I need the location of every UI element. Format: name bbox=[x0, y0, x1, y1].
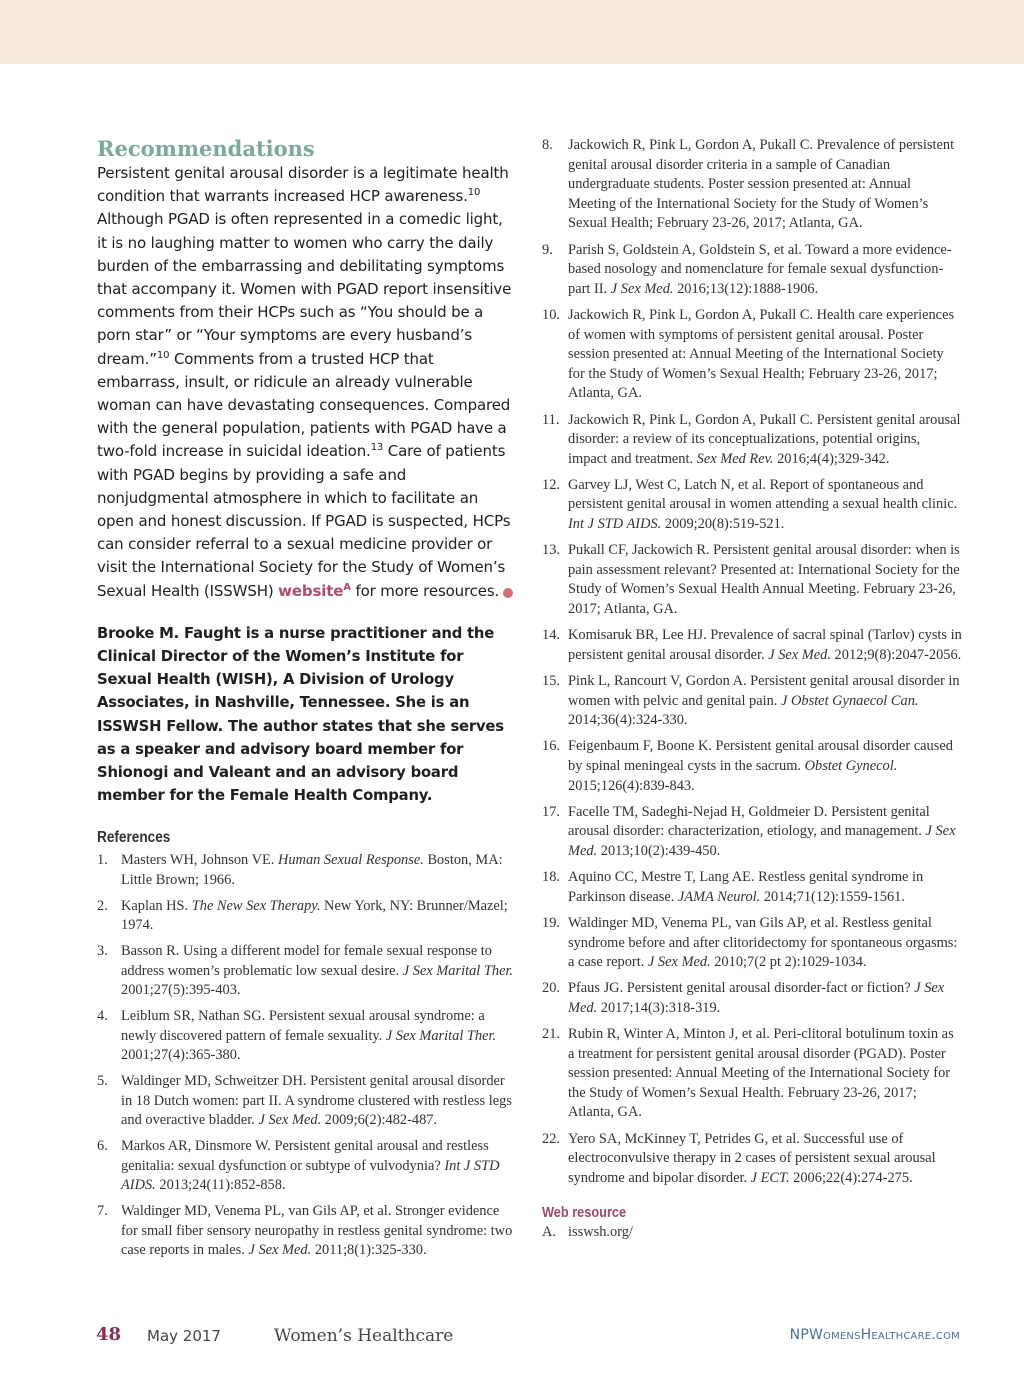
reference-text bbox=[568, 136, 962, 234]
reference-text bbox=[568, 476, 962, 535]
reference-list-left bbox=[97, 851, 515, 1260]
reference-text bbox=[568, 241, 962, 300]
reference-citation: Kaplan HS. bbox=[121, 897, 192, 914]
reference-volume: 2012;9(8):2047-2056. bbox=[830, 646, 962, 663]
reference-citation: Feigenbaum F, Boone K. Persistent genital arousal disorder caused by spinal meningeal cysts in the sacrum. bbox=[568, 738, 953, 774]
reference-item bbox=[542, 306, 962, 404]
section-title-recommendations: Recommendations bbox=[97, 136, 315, 161]
reference-text bbox=[121, 942, 515, 1001]
reference-number: 2. bbox=[97, 897, 108, 914]
reference-citation: Komisaruk BR, Lee HJ. Prevalence of sacral spinal (Tarlov) cysts in persistent genital arousal disorder. bbox=[568, 627, 962, 663]
reference-item bbox=[97, 1072, 515, 1131]
link-text[interactable]: website bbox=[278, 581, 344, 600]
reference-volume: 2006;22(4):274-275. bbox=[789, 1169, 913, 1186]
reference-journal: Int J STD AIDS. bbox=[121, 1157, 500, 1194]
reference-number: 6. bbox=[97, 1138, 108, 1155]
reference-citation: Aquino CC, Mestre T, Lang AE. Restless genital syndrome in Parkinson disease. bbox=[568, 869, 924, 905]
reference-journal: Human Sexual Response. bbox=[277, 852, 424, 869]
reference-volume: 2009;6(2):482-487. bbox=[321, 1112, 438, 1129]
reference-text bbox=[568, 737, 962, 796]
reference-volume: 2014;71(12):1559-1561. bbox=[760, 888, 905, 905]
reference-journal: Int J STD AIDS. bbox=[568, 516, 662, 533]
reference-citation: Parish S, Goldstein A, Goldstein S, et al. Toward a more evidence-based nosology and nomenclature for female sexual dysfunction-part II. bbox=[568, 241, 952, 297]
reference-text bbox=[568, 868, 962, 907]
reference-journal: J Sex Med. bbox=[258, 1112, 322, 1129]
reference-text bbox=[568, 979, 962, 1018]
reference-number: 3. bbox=[97, 943, 108, 960]
reference-journal: Sex Med Rev. bbox=[696, 450, 774, 467]
reference-text bbox=[568, 914, 962, 973]
reference-citation: Basson R. Using a different model for female sexual response to address women’s problematic low sexual desire. bbox=[121, 943, 493, 979]
top-color-band bbox=[0, 0, 1024, 64]
page-footer bbox=[0, 1322, 1024, 1352]
reference-number: 7. bbox=[97, 1203, 108, 1220]
reference-journal: JAMA Neurol. bbox=[677, 888, 761, 905]
citation-superscript: 13 bbox=[370, 442, 384, 454]
reference-citation: Garvey LJ, West C, Latch N, et al. Report of spontaneous and persistent genital arousal in women attending a sexual health clinic. bbox=[568, 476, 958, 513]
reference-item bbox=[97, 1007, 515, 1066]
reference-number: 19. bbox=[542, 914, 560, 931]
reference-item bbox=[97, 1137, 515, 1196]
reference-text bbox=[568, 1130, 962, 1189]
right-column bbox=[542, 136, 962, 1250]
reference-number: 22. bbox=[542, 1130, 560, 1147]
reference-citation: Leiblum SR, Nathan SG. Persistent sexual arousal syndrome: a newly discovered pattern of female sexuality. bbox=[121, 1008, 485, 1044]
reference-citation: Jackowich R, Pink L, Gordon A, Pukall C. Prevalence of persistent genital arousal disorder criteria in a sample of Canadian undergraduate students. Poster session presented at: Annual Meeting of the International Society for the Study of Women’s Sexual Health; February 23-26, 2017; Atlanta, GA. bbox=[568, 137, 955, 232]
reference-item bbox=[542, 241, 962, 300]
reference-item bbox=[542, 1025, 962, 1123]
reference-number: 14. bbox=[542, 627, 560, 644]
reference-number: 15. bbox=[542, 673, 560, 689]
paragraph-text: for more resources. bbox=[350, 581, 500, 600]
reference-text bbox=[568, 411, 962, 470]
page-number: 48 bbox=[96, 1324, 122, 1345]
reference-journal: J Obstet Gynaecol Can. bbox=[781, 692, 919, 709]
reference-number: 4. bbox=[97, 1008, 108, 1025]
reference-text bbox=[568, 306, 962, 404]
reference-text bbox=[568, 672, 962, 731]
reference-volume: 2016;13(12):1888-1906. bbox=[673, 280, 819, 297]
web-resource-superscript[interactable]: A bbox=[343, 581, 351, 593]
reference-citation: Facelle TM, Sadeghi-Nejad H, Goldmeier D. Persistent genital arousal disorder: characterization, etiology, and management. bbox=[568, 803, 930, 840]
paragraph-text: Although PGAD is often represented in a comedic light, it is no laughing matter to women who carry the daily burden of the embarrassing and debilitating symptoms that accompany it. Women with PGAD report insensitive comments from their HCPs such as “You should be a porn star” or “Your symptoms are every husband’s dream.” bbox=[97, 210, 512, 368]
left-column bbox=[97, 136, 515, 1267]
web-resource-heading: Web resource bbox=[542, 1204, 627, 1222]
reference-journal: J Sex Marital Ther. bbox=[402, 962, 514, 979]
reference-citation: Waldinger MD, Schweitzer DH. Persistent genital arousal disorder in 18 Dutch women: part II. A syndrome clustered with restless legs and overactive bladder. bbox=[121, 1073, 512, 1129]
reference-item bbox=[542, 136, 962, 234]
web-resource-item bbox=[542, 1223, 962, 1243]
recommendations-paragraph bbox=[97, 162, 515, 603]
reference-volume: 2017;14(3):318-319. bbox=[597, 999, 721, 1016]
reference-number: 18. bbox=[542, 869, 560, 886]
reference-citation: Pink L, Rancourt V, Gordon A. Persistent genital arousal disorder in women with pelvic and genital pain. bbox=[568, 673, 960, 709]
reference-journal: J ECT. bbox=[750, 1169, 790, 1186]
reference-citation: Markos AR, Dinsmore W. Persistent genital arousal and restless genitalia: sexual dysfunction or subtype of vulvodynia? bbox=[121, 1138, 489, 1174]
reference-journal: Obstet Gynecol. bbox=[804, 757, 898, 774]
reference-volume: 2014;36(4):324-330. bbox=[568, 712, 688, 729]
reference-citation: Yero SA, McKinney T, Petrides G, et al. Successful use of electroconvulsive therapy in 2 cases of persistent sexual arousal syndrome and bipolar disorder. bbox=[568, 1130, 936, 1186]
reference-volume: New York, NY: Brunner/Mazel; 1974. bbox=[121, 897, 508, 934]
reference-citation: Waldinger MD, Venema PL, van Gils AP, et al. Restless genital syndrome before and after clitoridectomy for spontaneous orgasms: a case report. bbox=[568, 914, 958, 971]
reference-volume: 2013;10(2):439-450. bbox=[597, 842, 721, 859]
reference-text bbox=[568, 803, 962, 862]
reference-citation: Jackowich R, Pink L, Gordon A, Pukall C. Health care experiences of women with symptoms of persistent genital arousal. Poster session presented at: Annual Meeting of the International Society for the Study of Women’s Sexual Health; February 23-26, 2017; Atlanta, GA. bbox=[568, 306, 955, 402]
reference-number: 12. bbox=[542, 476, 560, 493]
reference-journal: The New Sex Therapy. bbox=[191, 897, 321, 914]
magazine-name: Women’s Healthcare bbox=[274, 1326, 454, 1346]
web-resource-number: A. bbox=[542, 1224, 556, 1241]
reference-volume: 2016;4(4);329-342. bbox=[773, 450, 890, 467]
reference-list-right bbox=[542, 136, 962, 1188]
site-url[interactable]: NPWomensHealthcare.com bbox=[789, 1327, 960, 1343]
reference-citation: Pfaus JG. Persistent genital arousal disorder-fact or fiction? bbox=[568, 980, 915, 997]
reference-item bbox=[97, 1202, 515, 1261]
reference-number: 8. bbox=[542, 137, 553, 153]
reference-volume: 2010;7(2 pt 2):1029-1034. bbox=[710, 954, 867, 971]
reference-number: 1. bbox=[97, 852, 108, 869]
reference-journal: J Sex Med. bbox=[647, 954, 711, 971]
paragraph-text: Care of patients with PGAD begins by providing a safe and nonjudgmental atmosphere in which to facilitate an open and honest discussion. If PGAD is suspected, HCPs can consider referral to a sexual medicine provider or visit the International Society for the Study of Women’s Sexual Health (ISSWSH) bbox=[97, 442, 511, 600]
reference-number: 16. bbox=[542, 738, 560, 755]
reference-item bbox=[542, 868, 962, 907]
reference-volume: 2009;20(8):519-521. bbox=[661, 516, 785, 533]
reference-item bbox=[542, 672, 962, 731]
reference-item bbox=[542, 1130, 962, 1189]
reference-item bbox=[542, 803, 962, 862]
author-bio: Brooke M. Faught is a nurse practitioner and the Clinical Director of the Women’s Institute for Sexual Health (WISH), A Division of Urology Associates, in Nashville, Tennessee. She is an ISSWSH Fellow. The author states that she serves as a speaker and advisory board member for Shionogi and Valeant and an advisory board member for the Female Health Company. bbox=[97, 624, 504, 805]
reference-journal: J Sex Med. bbox=[568, 823, 956, 859]
reference-number: 20. bbox=[542, 980, 560, 997]
reference-item bbox=[542, 476, 962, 535]
reference-volume: 2011;8(1):325-330. bbox=[311, 1242, 427, 1259]
reference-journal: J Sex Med. bbox=[610, 280, 674, 297]
reference-number: 10. bbox=[542, 306, 560, 323]
reference-item bbox=[97, 897, 515, 936]
reference-number: 17. bbox=[542, 803, 560, 820]
reference-number: 9. bbox=[542, 241, 553, 258]
reference-number: 5. bbox=[97, 1073, 108, 1090]
reference-text bbox=[121, 1137, 515, 1196]
reference-text bbox=[121, 1007, 515, 1066]
reference-item bbox=[542, 626, 962, 665]
reference-citation: Masters WH, Johnson VE. bbox=[121, 852, 278, 869]
reference-item bbox=[542, 914, 962, 973]
reference-journal: J Sex Med. bbox=[768, 646, 831, 663]
reference-item bbox=[542, 979, 962, 1018]
reference-citation: Jackowich R, Pink L, Gordon A, Pukall C. Persistent genital arousal disorder: a review of its conceptualizations, potential origins, impact and treatment. bbox=[568, 411, 961, 467]
reference-text bbox=[121, 1072, 515, 1131]
reference-number: 11. bbox=[542, 411, 560, 428]
references-heading: References bbox=[97, 829, 171, 847]
reference-volume: 2013;24(11):852-858. bbox=[155, 1177, 286, 1194]
reference-item bbox=[542, 737, 962, 796]
reference-volume: Boston, MA: Little Brown; 1966. bbox=[121, 852, 503, 889]
end-of-article-dot bbox=[503, 588, 513, 598]
reference-text bbox=[121, 1202, 515, 1261]
reference-item bbox=[542, 541, 962, 619]
reference-text bbox=[568, 541, 962, 619]
reference-citation: Waldinger MD, Venema PL, van Gils AP, et al. Stronger evidence for small fiber sensory neuropathy in restless genital syndrome: two case reports in males. bbox=[121, 1203, 513, 1259]
reference-item bbox=[542, 411, 962, 470]
reference-journal: J Sex Med. bbox=[248, 1242, 312, 1259]
citation-superscript: 10 bbox=[156, 349, 170, 361]
reference-volume: 2001;27(4):365-380. bbox=[121, 1047, 241, 1064]
reference-volume: 2001;27(5):395-403. bbox=[121, 982, 241, 999]
reference-number: 13. bbox=[542, 542, 560, 559]
issue-date: May 2017 bbox=[147, 1327, 221, 1345]
reference-number: 21. bbox=[542, 1026, 560, 1043]
web-resource-url[interactable]: isswsh.org/ bbox=[568, 1224, 633, 1241]
reference-text bbox=[568, 1025, 962, 1123]
reference-text bbox=[121, 897, 515, 936]
citation-superscript: 10 bbox=[467, 187, 481, 199]
reference-citation: Pukall CF, Jackowich R. Persistent genital arousal disorder: when is pain assessment relevant? Presented at: International Society for the Study of Women’s Sexual Health Annual Meeting. February 23-26, 2017; Atlanta, GA. bbox=[568, 542, 960, 618]
reference-journal: J Sex Med. bbox=[568, 980, 945, 1016]
reference-text bbox=[568, 626, 962, 665]
paragraph-text: Comments from a trusted HCP that embarrass, insult, or ridicule an already vulnerable woman can have devastating consequences. Compared with the general population, patients with PGAD have a two-fold increase in suicidal ideation. bbox=[97, 349, 511, 461]
reference-item bbox=[97, 851, 515, 890]
reference-citation: Rubin R, Winter A, Minton J, et al. Peri-clitoral botulinum toxin as a treatment for persistent genital arousal disorder (PGAD). Poster session presented: Annual Meeting of the International Society for the Study of Women’s Sexual Health. February 23-26, 2017; Atlanta, GA. bbox=[568, 1026, 954, 1121]
reference-volume: 2015;126(4):839-843. bbox=[568, 777, 695, 794]
isswsh-website-link[interactable] bbox=[278, 582, 351, 600]
reference-text bbox=[121, 851, 515, 890]
reference-journal: J Sex Marital Ther. bbox=[385, 1027, 497, 1044]
reference-item bbox=[97, 942, 515, 1001]
paragraph-text: Persistent genital arousal disorder is a legitimate health condition that warrants increased HCP awareness. bbox=[97, 164, 509, 206]
